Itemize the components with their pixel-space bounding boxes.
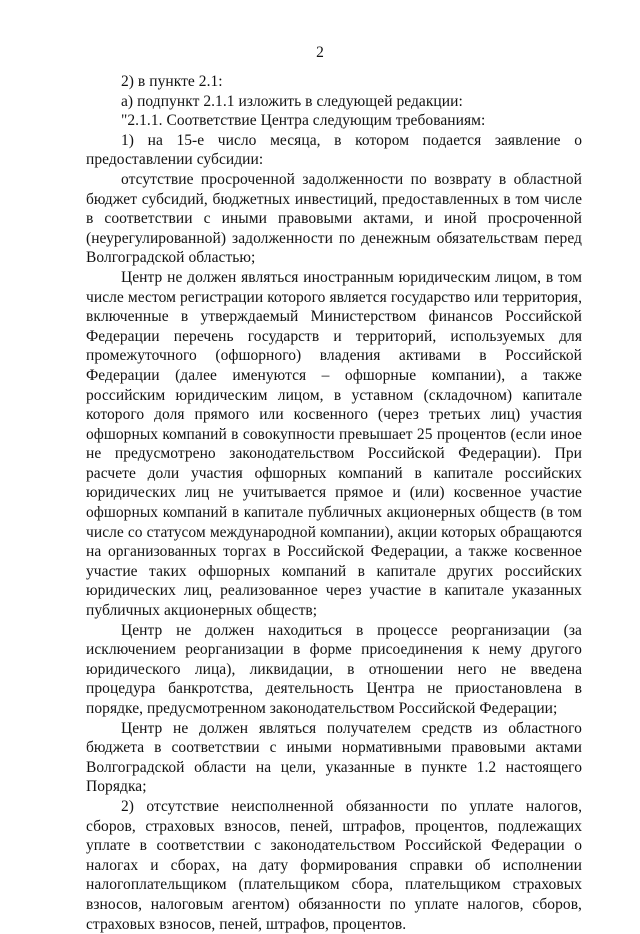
paragraph-requirement-1: 1) на 15-е число месяца, в котором подается заявление о предоставлении субсидии: [86,131,582,169]
paragraph-subitem-a: а) подпункт 2.1.1 изложить в следующей редакции: [121,92,463,110]
paragraph-reorganization: Центр не должен находиться в процессе реорганизации (за исключением реорганизации в форме присоединения к нему другого юридического лица), ликвидации, в отношении него не введена процедура банкротства, деятельность Центра не приостановлена в порядке, предусмотренном законодательством Российской Федерации; [86,621,582,717]
document-body [86,72,582,934]
paragraph-requirement-2-taxes: 2) отсутствие неисполненной обязанности по уплате налогов, сборов, страховых взносов, пеней, штрафов, процентов, подлежащих уплате в соответствии с законодательством Российской Федерации о налогах и сборах, на дату формирования справки об исполнении налогоплательщиком (плательщиком сбора, плательщиком страховых взносов, налоговым агентом) обязанности по уплате налогов, сборов, страховых взносов, пеней, штрафов, процентов. [86,797,582,933]
paragraph-no-overdue-debt: отсутствие просроченной задолженности по возврату в областной бюджет субсидий, бюджетных инвестиций, предоставленных в том числе в соответствии с иными правовыми актами, и иной просроченной (неурегулированной) задолженности по денежным обязательствам перед Волгоградской областью; [86,170,582,267]
paragraph-item-2-1: 2) в пункте 2.1: [121,73,223,90]
paragraph-clause-2-1-1: "2.1.1. Соответствие Центра следующим требованиям: [121,112,486,130]
page-number: 2 [316,44,324,61]
paragraph-other-funding: Центр не должен являться получателем средств из областного бюджета в соответствии с иными нормативными правовыми актами Волгоградской области на цели, указанные в пункте 1.2 настоящего Порядка; [86,719,582,796]
paragraph-offshore-companies: Центр не должен являться иностранным юридическим лицом, в том числе местом регистрации которого является государство или территория, включенные в утверждаемый Министерством финансов Российской Федерации перечень государств и территорий, используемых для промежуточного (офшорного) владения активами в Российской Федерации (далее именуются – офшорные компании), а также российским юридическим лицом, в уставном (складочном) капитале которого доля прямого или косвенного (через третьих лиц) участия офшорных компаний в совокупности превышает 25 процентов (если иное не предусмотрено законодательством Российской Федерации). При расчете доли участия офшорных компаний в капитале российских юридических лиц не учитывается прямое и (или) косвенное участие офшорных компаний в капитале публичных акционерных обществ (в том числе со статусом международной компании), акции которых обращаются на организованных торгах в Российской Федерации, а также косвенное участие таких офшорных компаний в капитале других российских юридических лиц, реализованное через участие в капитале указанных публичных акционерных обществ; [86,268,582,620]
